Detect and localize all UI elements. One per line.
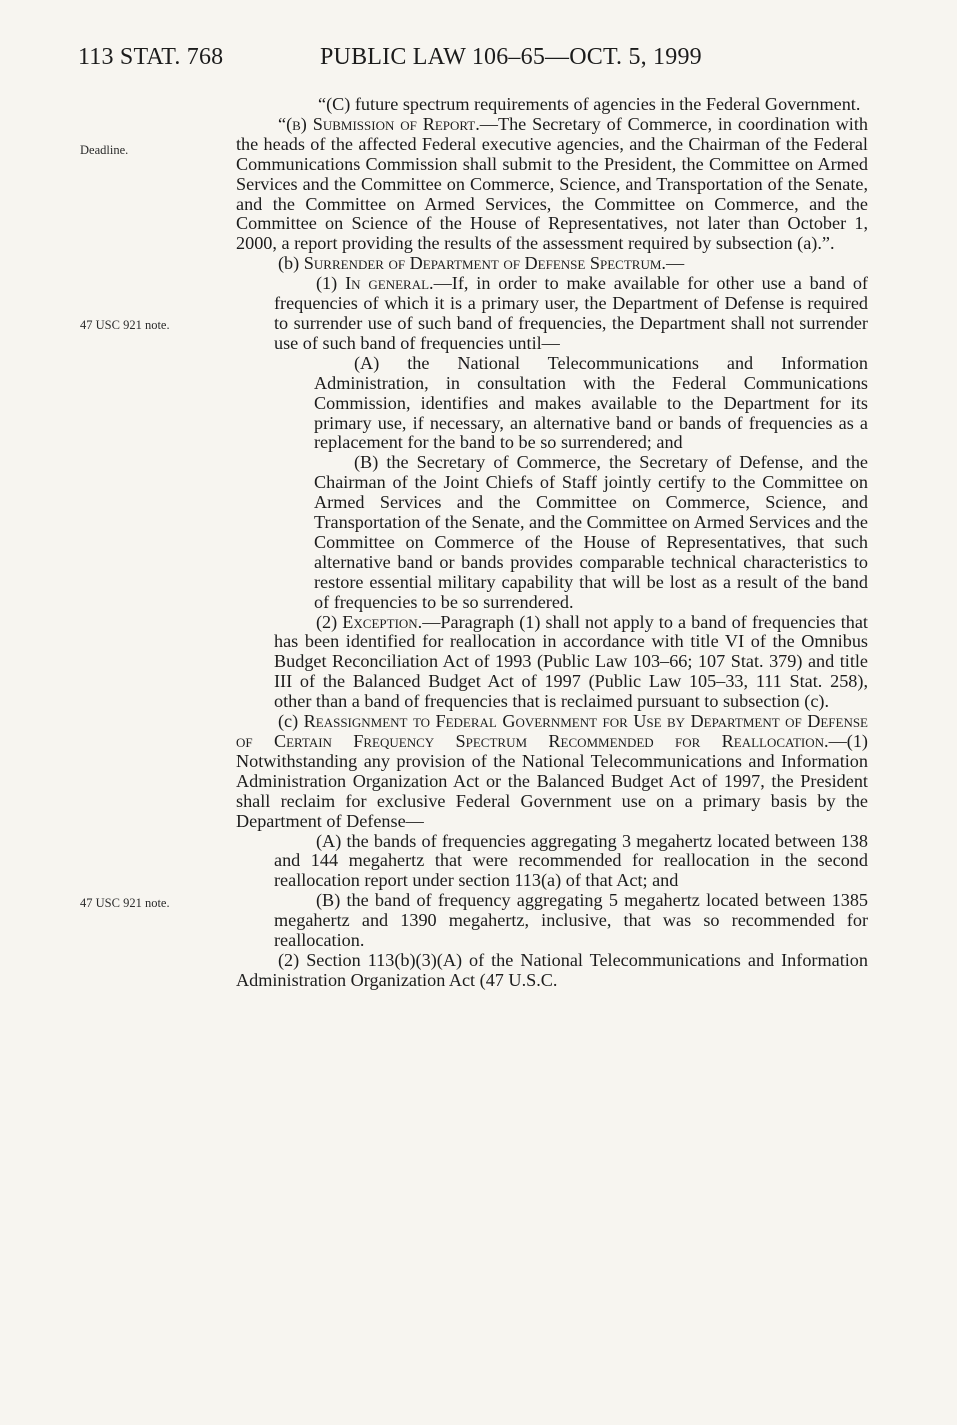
text-submission-of-report: —The Secretary of Commerce, in coordination with the heads of the affected Federal executive agencies, and the Chairman of the Federal Communications Commission shall submit to the President, the Committee on Armed Services and the Committee on Commerce, Science, and Transportation of the Senate, and the Committee on Armed Services, the Committee on Commerce, and the Committee on Science of the House of Representatives, not later than October 1, 2000, a report providing the results of the assessment required by subsection (a).”. — [236, 113, 869, 254]
paragraph-1-a: (A) the National Telecommunications and Information Administration, in consultation with the Federal Communications Commission, identifies and makes available to the Department for its primary use, if necessary, an alternative band or bands of frequencies as a replacement for the band to be so surrendered; and — [314, 352, 868, 453]
heading-exception: Exception. — [342, 611, 423, 632]
page-stat-citation: 113 STAT. 768 — [78, 44, 224, 70]
heading-reassignment: Reassignment to Federal Government for Use by Department of Defense of Certain Frequency Spectrum Recommended for Reallocation. — [236, 711, 869, 751]
label-1: (1) — [316, 273, 346, 294]
paragraph-2-exception — [236, 613, 868, 713]
label-c: (c) — [278, 711, 304, 732]
margin-note-usc-2: 47 USC 921 note. — [80, 896, 170, 910]
paragraph-b-surrender — [236, 254, 868, 274]
page-header — [78, 44, 878, 78]
page-running-title: PUBLIC LAW 106–65—OCT. 5, 1999 — [320, 44, 702, 70]
margin-note-usc-1: 47 USC 921 note. — [80, 318, 170, 332]
heading-in-general: In general. — [345, 273, 434, 294]
paragraph-b-submission — [236, 115, 868, 254]
paragraph-c-1-b: (B) the band of frequency aggregating 5 megahertz located between 1385 megahertz and 1390 megahertz, inclusive, that was so recommended for reallocation. — [274, 890, 868, 951]
paragraph-c-2: (2) Section 113(b)(3)(A) of the National Telecommunications and Information Administration Organization Act (47 U.S.C. — [236, 949, 868, 990]
margin-note-deadline: Deadline. — [80, 143, 129, 157]
body-text — [236, 95, 868, 991]
paragraph-c-1-a: (A) the bands of frequencies aggregating 3 megahertz located between 138 and 144 megahertz that were recommended for reallocation in the second reallocation report under section 113(a) of that Act; and — [274, 830, 868, 891]
label-2: (2) — [316, 611, 343, 632]
heading-dash: — — [665, 253, 685, 274]
heading-surrender-spectrum: Surrender of Department of Defense Spectrum. — [303, 253, 666, 274]
paragraph-c-reassignment — [236, 712, 868, 831]
text-in-general: —If, in order to make available for other use a band of frequencies of which it is a primary user, the Department of Defense is required to surrender use of such band of frequencies, the Department shall not surrender use of such band of frequencies until— — [274, 273, 868, 353]
paragraph-1-in-general — [236, 274, 868, 354]
heading-submission-of-report: “(b) Submission of Report. — [278, 113, 480, 134]
label-b: (b) — [278, 253, 304, 274]
text-reassignment: —(1) Notwithstanding any provision of the National Telecommunications and Information Administration Organization Act or the Balanced Budget Act of 1997, the President shall reclaim for exclusive Federal Government use on a primary basis by the Department of Defense— — [236, 731, 868, 831]
paragraph-c-future: “(C) future spectrum requirements of agencies in the Federal Government. — [318, 94, 861, 114]
text-exception: —Paragraph (1) shall not apply to a band of frequencies that has been identified for reallocation in accordance with title VI of the Omnibus Budget Reconciliation Act of 1993 (Public Law 103–66; 107 Stat. 379) and title III of the Balanced Budget Act of 1997 (Public Law 105–33, 111 Stat. 258), other than a band of frequencies that is reclaimed pursuant to subsection (c). — [274, 611, 868, 712]
paragraph-1-b: (B) the Secretary of Commerce, the Secretary of Defense, and the Chairman of the Joint Chiefs of Staff jointly certify to the Committee on Armed Services and the Committee on Commerce, Science, and Transportation of the Senate, and the Committee on Armed Services and the Committee on Commerce of the House of Representatives, that such alternative band or bands provides comparable technical characteristics to restore essential military capability that will be lost as a result of the band of frequencies to be so surrendered. — [314, 452, 868, 612]
